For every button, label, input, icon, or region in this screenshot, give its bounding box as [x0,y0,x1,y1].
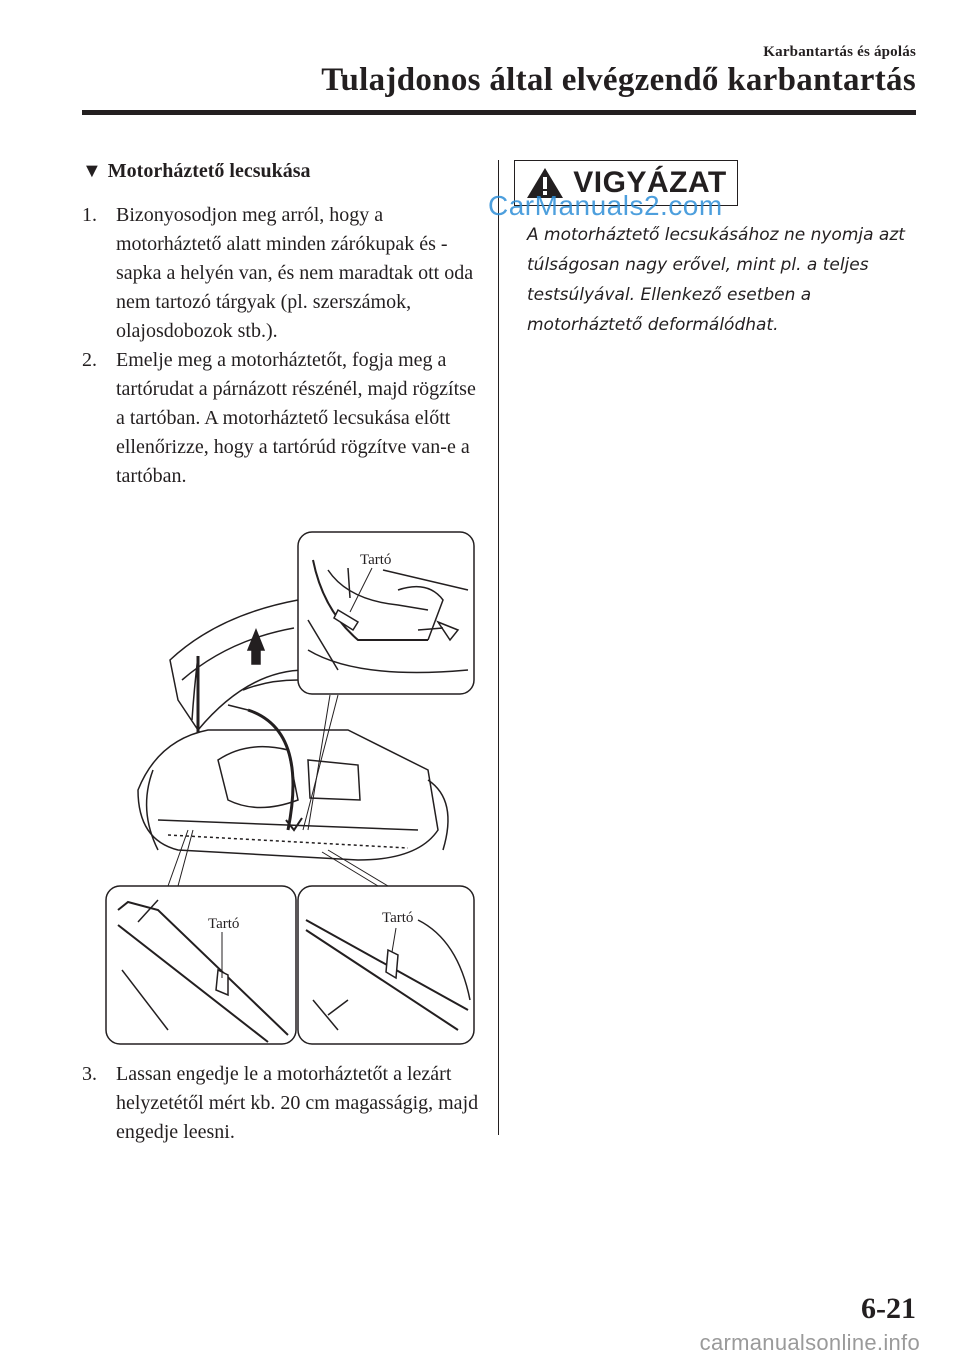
step-item [82,346,482,491]
chapter-subtitle: Karbantartás és ápolás [763,44,916,60]
figure-label-bottom-left: Tartó [208,916,240,932]
step-text: Emelje meg a motorháztetőt, fogja meg a tartórudat a párnázott részénél, majd rögzítse a tartóban. A motorháztető lecsukása előtt ellenőrizze, hogy a tartórúd rögzítve van-e a tartóban. [116,349,476,487]
step-item [82,201,482,346]
hood-support-illustration [98,530,478,1046]
footer-watermark: carmanualsonline.info [699,1330,920,1355]
left-column [82,160,482,491]
bottom-left-inset-frame [106,886,296,1044]
step-number: 1. [82,204,97,226]
section-heading-text: Motorháztető lecsukása [107,160,311,182]
page-number: 6-21 [861,1292,916,1325]
step-item [82,1060,482,1147]
watermark-text: CarManuals2.com [488,190,723,221]
caution-text: A motorháztető lecsukásához ne nyomja azt túlságosan nagy erővel, mint pl. a teljes testsúlyával. Ellenkező esetben a motorháztető deformálódhat. [527,225,905,335]
page-title: Tulajdonos által elvégzendő karbantartás [321,62,916,98]
column-divider [498,160,499,1135]
step-number: 2. [82,349,97,371]
figure-label-bottom-right: Tartó [382,910,414,926]
step-text: Bizonyosodjon meg arról, hogy a motorháztető alatt minden zárókupak és -sapka a helyén van, és nem maradtak ott oda nem tartozó tárgyak (pl. szerszámok, olajosdobozok stb.). [116,204,474,342]
section-heading [82,160,482,183]
figure-label-top: Tartó [360,552,392,568]
header-divider [82,110,916,115]
step-number: 3. [82,1063,97,1085]
step-text: Lassan engedje le a motorháztetőt a lezárt helyzetétől mért kb. 20 cm magasságig, majd engedje leesni. [116,1063,479,1143]
caution-label: VIGYÁZAT [573,166,727,199]
triangle-bullet-icon: ▼ [82,160,102,182]
